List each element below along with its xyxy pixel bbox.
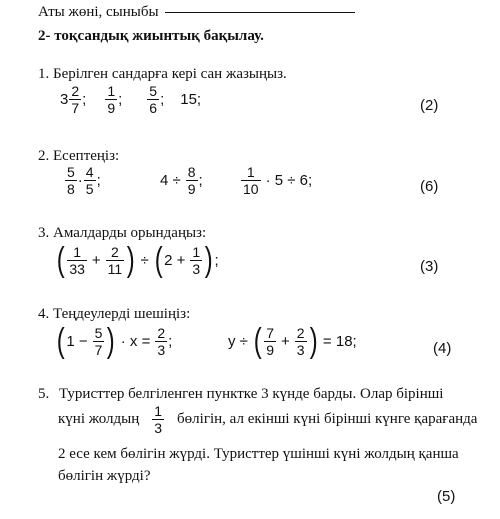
task5-points: (5) <box>437 488 456 505</box>
task5-line1-text: Туристтер белгіленген пунктке 3 күнде барды. Олар бірінші <box>59 386 444 402</box>
task4-b-plus: + <box>281 332 290 350</box>
task5-frac-num: 1 <box>154 403 163 419</box>
task1-f3-num: 5 <box>149 83 158 99</box>
task4-number: 4. <box>38 306 50 322</box>
task2-a-num2: 4 <box>85 164 94 180</box>
task1-sep-2: ; <box>118 91 123 108</box>
task3-points: (3) <box>420 258 439 275</box>
task1-fraction-2 <box>105 84 117 115</box>
task5-line-3: 2 есе кем бөлігін жүрді. Туристтер үшінші күні жолдың қанша <box>58 446 459 462</box>
task4-a-den: 7 <box>94 341 103 358</box>
task2-b-prefix: 4 ÷ <box>160 172 181 189</box>
task4-equation-a <box>55 324 172 358</box>
task4-a-mid: · x = <box>120 332 151 350</box>
name-blank-line <box>165 12 355 13</box>
task1-f1-num: 2 <box>71 83 80 99</box>
task1-fraction-1 <box>69 84 81 115</box>
task4-b-close-paren: ) <box>309 322 318 360</box>
task4-a-rden: 3 <box>157 341 166 358</box>
task2-b-end: ; <box>198 172 203 189</box>
task4-b-den1: 9 <box>266 341 275 358</box>
task3-plus: + <box>91 251 101 269</box>
task2-c-den: 10 <box>243 181 259 197</box>
task4-instruction: Теңдеулерді шешіңіз: <box>53 306 191 322</box>
task2-a-num1: 5 <box>67 164 75 180</box>
task1-f2-num: 1 <box>107 83 116 99</box>
task2-a-fraction-1 <box>65 165 77 196</box>
task1-sep-3: ; <box>160 91 165 108</box>
task3-open-paren-1: ( <box>56 241 65 279</box>
task2-expression-a <box>64 165 101 196</box>
task4-a-open-paren: ( <box>56 322 65 360</box>
task4-b-open-paren: ( <box>253 322 262 360</box>
page-title: 2- тоқсандық жиынтық бақылау. <box>38 28 264 44</box>
task4-b-den2: 3 <box>296 341 305 358</box>
task1-number: 1. <box>38 66 50 82</box>
task4-heading <box>38 306 190 323</box>
task1-integer: 15; <box>180 91 202 108</box>
task5-line-1 <box>38 386 443 403</box>
task4-a-rnum: 2 <box>157 324 166 341</box>
task3-fraction-3 <box>190 245 202 276</box>
task3-div: ÷ <box>140 251 149 269</box>
task2-points: (6) <box>420 178 439 195</box>
task3-whole: 2 + <box>164 251 186 269</box>
task4-b-num2: 2 <box>296 324 305 341</box>
task1-sep-1: ; <box>82 91 87 108</box>
task4-a-end: ; <box>168 332 173 350</box>
task3-number: 3. <box>38 225 50 241</box>
task5-frac-den: 3 <box>154 420 163 436</box>
task4-equation-b <box>228 324 357 358</box>
task5-line-2 <box>58 404 477 435</box>
task2-a-dot: · <box>77 172 83 189</box>
task4-b-fraction-2 <box>295 326 307 357</box>
task4-a-close-paren: ) <box>107 322 116 360</box>
name-class-label: Аты жөні, сыныбы <box>38 4 159 20</box>
task4-b-fraction-1 <box>264 326 276 357</box>
task3-f3-den: 3 <box>192 260 201 277</box>
task3-heading <box>38 225 206 242</box>
task2-instruction: Есептеңіз: <box>53 148 120 164</box>
task5-line2-pre: күні жолдың <box>58 411 140 427</box>
task4-b-prefix: y ÷ <box>228 332 248 350</box>
task2-a-den2: 5 <box>85 181 94 197</box>
task1-points: (2) <box>420 97 439 114</box>
task1-f1-den: 7 <box>71 100 80 116</box>
task3-f1-num: 1 <box>73 243 82 260</box>
task3-f2-num: 2 <box>111 243 119 260</box>
task2-c-rest: · 5 ÷ 6; <box>265 172 313 189</box>
task4-b-end: = 18; <box>322 332 357 350</box>
task1-heading <box>38 66 287 83</box>
task1-fraction-3 <box>147 84 159 115</box>
name-class-line <box>38 4 355 21</box>
task4-a-rhs-fraction <box>155 326 167 357</box>
task3-open-paren-2: ( <box>154 241 163 279</box>
task1-whole: 3 <box>60 91 69 108</box>
task4-points: (4) <box>433 340 452 357</box>
task4-b-num1: 7 <box>266 324 275 341</box>
task1-instruction: Берілген сандарға кері сан жазыңыз. <box>53 66 287 82</box>
task5-number: 5. <box>38 386 50 402</box>
task3-f1-den: 33 <box>69 260 85 277</box>
task2-c-fraction <box>241 165 261 196</box>
task4-a-one: 1 − <box>66 332 88 350</box>
task4-a-fraction <box>93 326 105 357</box>
task4-a-num: 5 <box>94 324 103 341</box>
task5-line2-post: бөлігін, ал екінші күні бірінші күнге қарағанда <box>177 411 478 427</box>
task2-number: 2. <box>38 148 50 164</box>
task2-b-num: 8 <box>187 164 196 180</box>
task2-a-end: ; <box>96 172 101 189</box>
task2-a-den1: 8 <box>67 181 75 197</box>
task5-fraction <box>152 404 164 435</box>
task3-close-paren-1: ) <box>126 241 135 279</box>
task2-expression-b <box>160 165 203 196</box>
task3-expression <box>55 243 219 277</box>
task3-f3-num: 1 <box>192 243 201 260</box>
task5-line-4: бөлігін жүрді? <box>58 468 151 484</box>
task3-close-paren-2: ) <box>204 241 213 279</box>
task1-expressions <box>60 84 201 115</box>
task2-b-fraction <box>186 165 198 196</box>
task2-b-den: 9 <box>187 181 196 197</box>
task2-expression-c <box>240 165 312 196</box>
task1-f3-den: 6 <box>149 100 158 116</box>
task3-end: ; <box>214 251 219 269</box>
task3-fraction-2 <box>106 245 125 276</box>
task2-c-num: 1 <box>246 164 255 180</box>
task1-f2-den: 9 <box>107 100 116 116</box>
task3-f2-den: 11 <box>107 260 123 277</box>
task3-fraction-1 <box>67 245 87 276</box>
task2-a-fraction-2 <box>84 165 96 196</box>
task2-heading <box>38 148 119 165</box>
task3-instruction: Амалдарды орындаңыз: <box>53 225 207 241</box>
